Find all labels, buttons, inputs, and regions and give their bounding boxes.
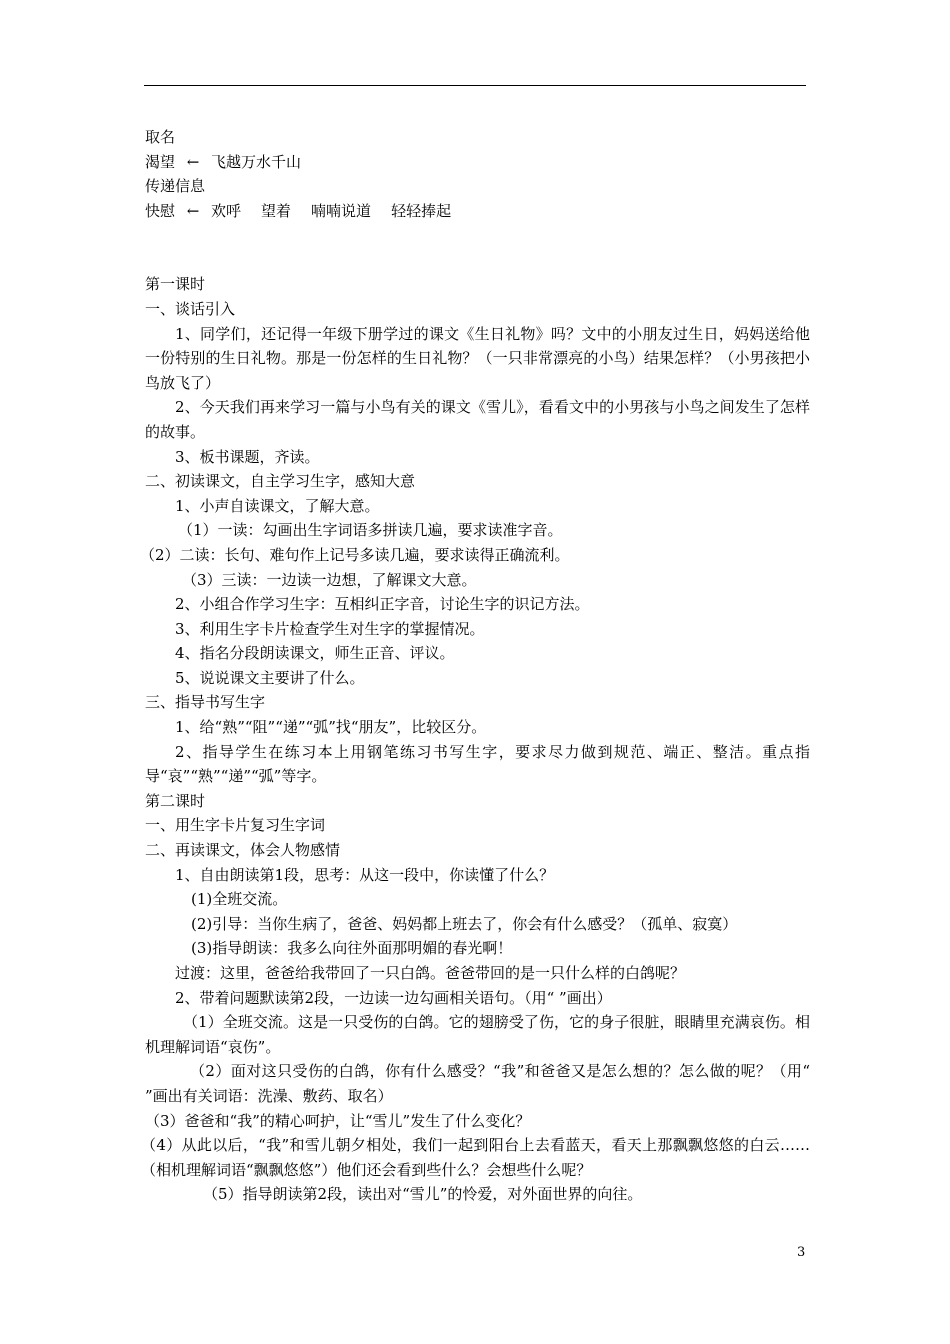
paragraph: 3、利用生字卡片检查学生对生字的掌握情况。 <box>175 619 485 638</box>
mindmap-phrase: 望着 <box>261 201 292 220</box>
sub-item: (3)指导朗读：我多么向往外面那明媚的春光啊！ <box>191 939 513 958</box>
paragraph: 1、给“熟”“阻”“递”“弧”找“朋友”，比较区分。 <box>175 718 487 737</box>
mindmap-row-1: 取名 <box>145 128 176 146</box>
mindmap-row-3: 传递信息 <box>145 177 206 196</box>
section-heading: 二、初读课文，自主学习生字，感知大意 <box>145 472 416 491</box>
mindmap-phrase: 喃喃说道 <box>311 201 372 220</box>
sub-item: (1)全班交流。 <box>191 890 288 909</box>
sub-item: （2）二读：长句、难句作上记号多读几遍，要求读得正确流利。 <box>140 545 570 564</box>
lesson-heading: 第二课时 <box>145 791 206 810</box>
paragraph: 2、带着问题默读第2段，一边读一边勾画相关语句。（用“ ”画出） <box>175 988 612 1007</box>
sub-item: （5）指导朗读第2段，读出对“雪儿”的怜爱，对外面世界的向往。 <box>203 1185 643 1204</box>
sub-item: （3）三读：一边读一边想，了解课文大意。 <box>182 570 477 589</box>
sub-item: (2)引导：当你生病了，爸爸、妈妈都上班去了，你会有什么感受？（孤单、寂寞） <box>191 914 738 933</box>
mindmap-phrase: 飞越万水千山 <box>211 152 302 171</box>
mindmap-row-2 <box>145 150 810 175</box>
paragraph: 2、小组合作学习生字：互相纠正字音，讨论生字的识记方法。 <box>175 595 590 614</box>
paragraph: 1、自由朗读第1段，思考：从这一段中，你读懂了什么？ <box>175 865 555 884</box>
paragraph: 5、说说课文主要讲了什么。 <box>175 668 365 687</box>
section-heading: 三、指导书写生字 <box>145 693 266 712</box>
mindmap-phrase: 轻轻捧起 <box>391 201 452 220</box>
paragraph: 1、小声自读课文，了解大意。 <box>175 496 380 515</box>
mindmap-keyword: 渴望 <box>145 152 176 171</box>
lesson-heading: 第一课时 <box>145 275 206 294</box>
sub-item: （4）从此以后，“我”和雪儿朝夕相处，我们一起到阳台上去看蓝天，看天上那飘飘悠悠的白云……（相机理解词语“飘飘悠悠”）他们还会看到些什么？会想些什么呢？ <box>141 1136 810 1179</box>
sub-item: （1）全班交流。这是一只受伤的白鸽。它的翅膀受了伤，它的身子很脏，眼睛里充满哀伤。相机理解词语“哀伤”。 <box>145 1013 810 1056</box>
sub-item: （3）爸爸和“我”的精心呵护，让“雪儿”发生了什么变化？ <box>145 1111 531 1130</box>
mindmap-keyword: 快慰 <box>145 201 176 220</box>
paragraph: 过渡：这里，爸爸给我带回了一只白鸽。爸爸带回的是一只什么样的白鸽呢？ <box>175 964 686 982</box>
paragraph: 3、板书课题，齐读。 <box>175 447 320 466</box>
section-heading: 一、谈话引入 <box>145 299 236 318</box>
header-rule <box>144 85 806 86</box>
paragraph: 1、同学们，还记得一年级下册学过的课文《生日礼物》吗？文中的小朋友过生日，妈妈送给他一份特别的生日礼物。那是一份怎样的生日礼物？（一只非常漂亮的小鸟）结果怎样？（小男孩把小鸟放飞了） <box>145 324 810 392</box>
paragraph: 2、今天我们再来学习一篇与小鸟有关的课文《雪儿》，看看文中的小男孩与小鸟之间发生了怎样的故事。 <box>145 398 810 441</box>
section-heading: 二、再读课文，体会人物感情 <box>145 841 341 860</box>
paragraph: 4、指名分段朗读课文，师生正音、评议。 <box>175 644 455 663</box>
document-body <box>140 125 810 1207</box>
section-heading: 一、用生字卡片复习生字词 <box>145 816 326 835</box>
mindmap-row-4 <box>145 199 810 224</box>
sub-item: （2）面对这只受伤的白鸽，你有什么感受？“我”和爸爸又是怎么想的？怎么做的呢？（用“ ”画出有关词语：洗澡、敷药、取名） <box>145 1062 810 1105</box>
paragraph: 2、指导学生在练习本上用钢笔练习书写生字，要求尽力做到规范、端正、整洁。重点指导“哀”“熟”“递”“弧”等字。 <box>145 742 810 786</box>
left-arrow-icon: ← <box>186 201 200 220</box>
sub-item: （1）一读：勾画出生字词语多拼读几遍，要求读准字音。 <box>178 521 563 540</box>
page-number: 3 <box>797 1245 806 1260</box>
left-arrow-icon: ← <box>186 152 200 171</box>
mindmap-phrase: 欢呼 <box>211 201 242 220</box>
